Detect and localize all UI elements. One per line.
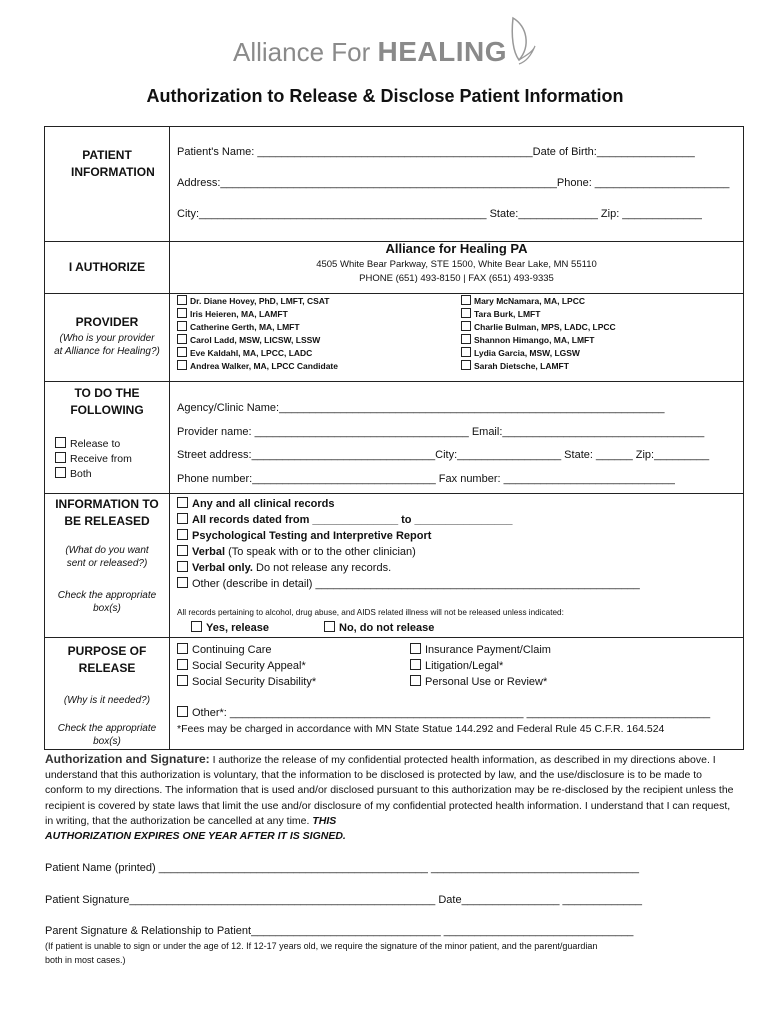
logo-text xyxy=(233,36,507,68)
row-divider xyxy=(45,493,743,494)
patient-name-field[interactable]: Patient's Name: _____________________________________________Date of Birth:________________ xyxy=(177,146,695,158)
provider-left-4[interactable] xyxy=(177,347,312,360)
release-to-option[interactable]: Release to xyxy=(55,437,120,450)
provider-name: Mary McNamara, MA, LPCC xyxy=(474,296,586,306)
info-option-all[interactable]: Any and all clinical records xyxy=(177,497,334,510)
provider-label: PROVIDER xyxy=(75,315,139,329)
checkbox[interactable] xyxy=(55,467,66,478)
checkbox[interactable] xyxy=(177,334,187,344)
provider-name: Shannon Himango, MA, LMFT xyxy=(474,335,595,345)
info-sub-1: (What do you want xyxy=(65,545,149,556)
checkbox[interactable] xyxy=(191,621,202,632)
provider-name: Eve Kaldahl, MA, LPCC, LADC xyxy=(190,348,313,358)
info-check-2: box(s) xyxy=(93,603,121,614)
checkbox[interactable] xyxy=(177,513,188,524)
logo-text-healing: HEALING xyxy=(377,36,507,67)
column-divider xyxy=(169,127,170,749)
page-title: Authorization to Release & Disclose Patient Information xyxy=(146,86,624,106)
checkbox[interactable] xyxy=(177,529,188,540)
provider-name: Carol Ladd, MSW, LICSW, LSSW xyxy=(190,335,321,345)
provider-left-0[interactable] xyxy=(177,295,329,308)
provider-sub-1: (Who is your provider xyxy=(59,333,155,344)
checkbox[interactable] xyxy=(55,437,66,448)
provider-left-3[interactable] xyxy=(177,334,320,347)
leaf-icon xyxy=(505,16,537,74)
purpose-ss-appeal[interactable]: Social Security Appeal* xyxy=(177,659,306,672)
purpose-label-2: RELEASE xyxy=(78,661,136,675)
info-check-1: Check the appropriate xyxy=(57,590,157,601)
patient-name-printed-field[interactable]: Patient Name (printed) ____________________________________________ __________________________________ xyxy=(45,862,639,874)
provider-right-1[interactable] xyxy=(461,308,540,321)
receive-from-option[interactable]: Receive from xyxy=(55,452,132,465)
checkbox[interactable] xyxy=(177,577,188,588)
provider-left-1[interactable] xyxy=(177,308,288,321)
parent-signature-note-1: (If patient is unable to sign or under the age of 12. If 12-17 years old, we require the signature of the minor patient, and the parent/guardian xyxy=(45,941,598,951)
todo-label-1: TO DO THE xyxy=(74,386,140,400)
info-label-2: BE RELEASED xyxy=(64,514,150,528)
provider-name: Lydia Garcia, MSW, LGSW xyxy=(474,348,580,358)
phone-number-field[interactable]: Phone number:______________________________ Fax number: ____________________________ xyxy=(177,473,675,485)
checkbox[interactable] xyxy=(461,334,471,344)
checkbox[interactable] xyxy=(410,643,421,654)
patient-signature-field[interactable]: Patient Signature__________________________________________________ Date________________ _____________ xyxy=(45,894,643,906)
checkbox[interactable] xyxy=(177,659,188,670)
checkbox[interactable] xyxy=(177,545,188,556)
provider-name: Sarah Dietsche, LAMFT xyxy=(474,361,569,371)
purpose-insurance[interactable]: Insurance Payment/Claim xyxy=(410,643,551,656)
provider-left-5[interactable] xyxy=(177,360,338,373)
row-divider xyxy=(45,637,743,638)
provider-name: Iris Heieren, MA, LAMFT xyxy=(190,309,288,319)
patient-address-field[interactable]: Address:_______________________________________________________Phone: ______________________ xyxy=(177,177,730,189)
purpose-label-1: PURPOSE OF xyxy=(67,644,147,658)
checkbox[interactable] xyxy=(410,675,421,686)
patient-info-label: PATIENT INFORMATION xyxy=(71,148,155,179)
purpose-litigation[interactable]: Litigation/Legal* xyxy=(410,659,503,672)
yes-release-option[interactable]: Yes, release xyxy=(191,621,269,634)
info-sub-2: sent or released?) xyxy=(66,558,148,569)
checkbox[interactable] xyxy=(177,347,187,357)
parent-signature-field[interactable]: Parent Signature & Relationship to Patient_______________________________ _______________________________ xyxy=(45,925,634,937)
checkbox[interactable] xyxy=(461,321,471,331)
checkbox[interactable] xyxy=(461,308,471,318)
provider-name: Catherine Gerth, MA, LMFT xyxy=(190,322,300,332)
fees-note: *Fees may be charged in accordance with MN State Statue 144.292 and Federal Rule 45 C.F.R. 164.524 xyxy=(177,723,665,735)
checkbox[interactable] xyxy=(177,295,187,305)
checkbox[interactable] xyxy=(410,659,421,670)
checkbox[interactable] xyxy=(177,706,188,717)
checkbox[interactable] xyxy=(324,621,335,632)
authorize-address: 4505 White Bear Parkway, STE 1500, White Bear Lake, MN 55110 xyxy=(316,259,597,270)
checkbox[interactable] xyxy=(177,497,188,508)
purpose-other[interactable]: Other*: ________________________________________________ ______________________________ xyxy=(177,706,710,719)
purpose-sub: (Why is it needed?) xyxy=(63,695,151,706)
street-address-field[interactable]: Street address:______________________________City:_________________ State: ______ Zip:_________ xyxy=(177,449,710,461)
provider-name: Andrea Walker, MA, LPCC Candidate xyxy=(190,361,338,371)
row-divider xyxy=(45,293,743,294)
info-label-1: INFORMATION TO xyxy=(55,497,159,511)
authorization-heading: Authorization and Signature: xyxy=(45,752,210,766)
provider-right-2[interactable] xyxy=(461,321,616,334)
provider-name: Charlie Bulman, MPS, LADC, LPCC xyxy=(474,322,616,332)
todo-label-2: FOLLOWING xyxy=(70,403,144,417)
checkbox[interactable] xyxy=(177,643,188,654)
substance-note: All records pertaining to alcohol, drug abuse, and AIDS related illness will not be released unless indicated: xyxy=(177,608,564,617)
checkbox[interactable] xyxy=(55,452,66,463)
provider-right-5[interactable] xyxy=(461,360,569,373)
info-option-other[interactable]: Other (describe in detail) _____________________________________________________ xyxy=(177,577,640,590)
authorize-phone: PHONE (651) 493-8150 | FAX (651) 493-9335 xyxy=(359,273,554,284)
purpose-personal[interactable]: Personal Use or Review* xyxy=(410,675,547,688)
provider-name-field[interactable]: Provider name: ___________________________________ Email:_________________________________ xyxy=(177,426,705,438)
purpose-check-2: box(s) xyxy=(93,736,121,747)
info-option-verbal-only[interactable]: Verbal only. Do not release any records. xyxy=(177,561,391,574)
checkbox[interactable] xyxy=(177,360,187,370)
logo-text-alliance: Alliance For xyxy=(233,37,378,67)
checkbox[interactable] xyxy=(461,347,471,357)
provider-left-2[interactable] xyxy=(177,321,300,334)
info-option-dated[interactable]: All records dated from ______________ to ________________ xyxy=(177,513,512,526)
no-release-option[interactable]: No, do not release xyxy=(324,621,434,634)
checkbox[interactable] xyxy=(177,308,187,318)
checkbox[interactable] xyxy=(461,360,471,370)
authorization-form xyxy=(44,126,744,750)
row-divider xyxy=(45,381,743,382)
authorization-expires-1: THIS xyxy=(312,814,337,827)
agency-field[interactable]: Agency/Clinic Name:_______________________________________________________________ xyxy=(177,402,665,414)
provider-right-0[interactable] xyxy=(461,295,585,308)
purpose-continuing-care[interactable]: Continuing Care xyxy=(177,643,272,656)
parent-signature-note-2: both in most cases.) xyxy=(45,955,126,965)
authorization-expires-2: AUTHORIZATION EXPIRES ONE YEAR AFTER IT IS SIGNED. xyxy=(45,830,346,843)
provider-right-4[interactable] xyxy=(461,347,580,360)
provider-name: Tara Burk, LMFT xyxy=(474,309,541,319)
patient-city-field[interactable]: City:_______________________________________________ State:_____________ Zip: _____________ xyxy=(177,208,702,220)
provider-sub-2: at Alliance for Healing?) xyxy=(54,346,160,357)
info-option-verbal[interactable]: Verbal (To speak with or to the other clinician) xyxy=(177,545,416,558)
info-option-psych[interactable]: Psychological Testing and Interpretive Report xyxy=(177,529,431,542)
checkbox[interactable] xyxy=(177,321,187,331)
authorization-text: I authorize the release of my confidential protected health information, as described in my directions above. I understand that this authorization is voluntary, that the information to be disclosed is protected by law, and the use/disclosure is to be made to conform to my directions. The information that is used and/or disclosed pursuant to this authorization may be re-disclosed by the recipient unless the recipient is covered by state laws that limit the use and/or disclosure of my confidential protected health information. I understand that I can request, in writing, that the authorization be cancelled at any time. xyxy=(45,754,734,827)
provider-right-3[interactable] xyxy=(461,334,594,347)
authorization-paragraph xyxy=(45,752,735,844)
checkbox[interactable] xyxy=(177,675,188,686)
purpose-check-1: Check the appropriate xyxy=(57,723,157,734)
authorize-org: Alliance for Healing PA xyxy=(385,241,528,256)
purpose-ss-disability[interactable]: Social Security Disability* xyxy=(177,675,316,688)
checkbox[interactable] xyxy=(177,561,188,572)
checkbox[interactable] xyxy=(461,295,471,305)
authorize-label: I AUTHORIZE xyxy=(68,260,146,274)
both-option[interactable]: Both xyxy=(55,467,92,480)
provider-name: Dr. Diane Hovey, PhD, LMFT, CSAT xyxy=(190,296,330,306)
